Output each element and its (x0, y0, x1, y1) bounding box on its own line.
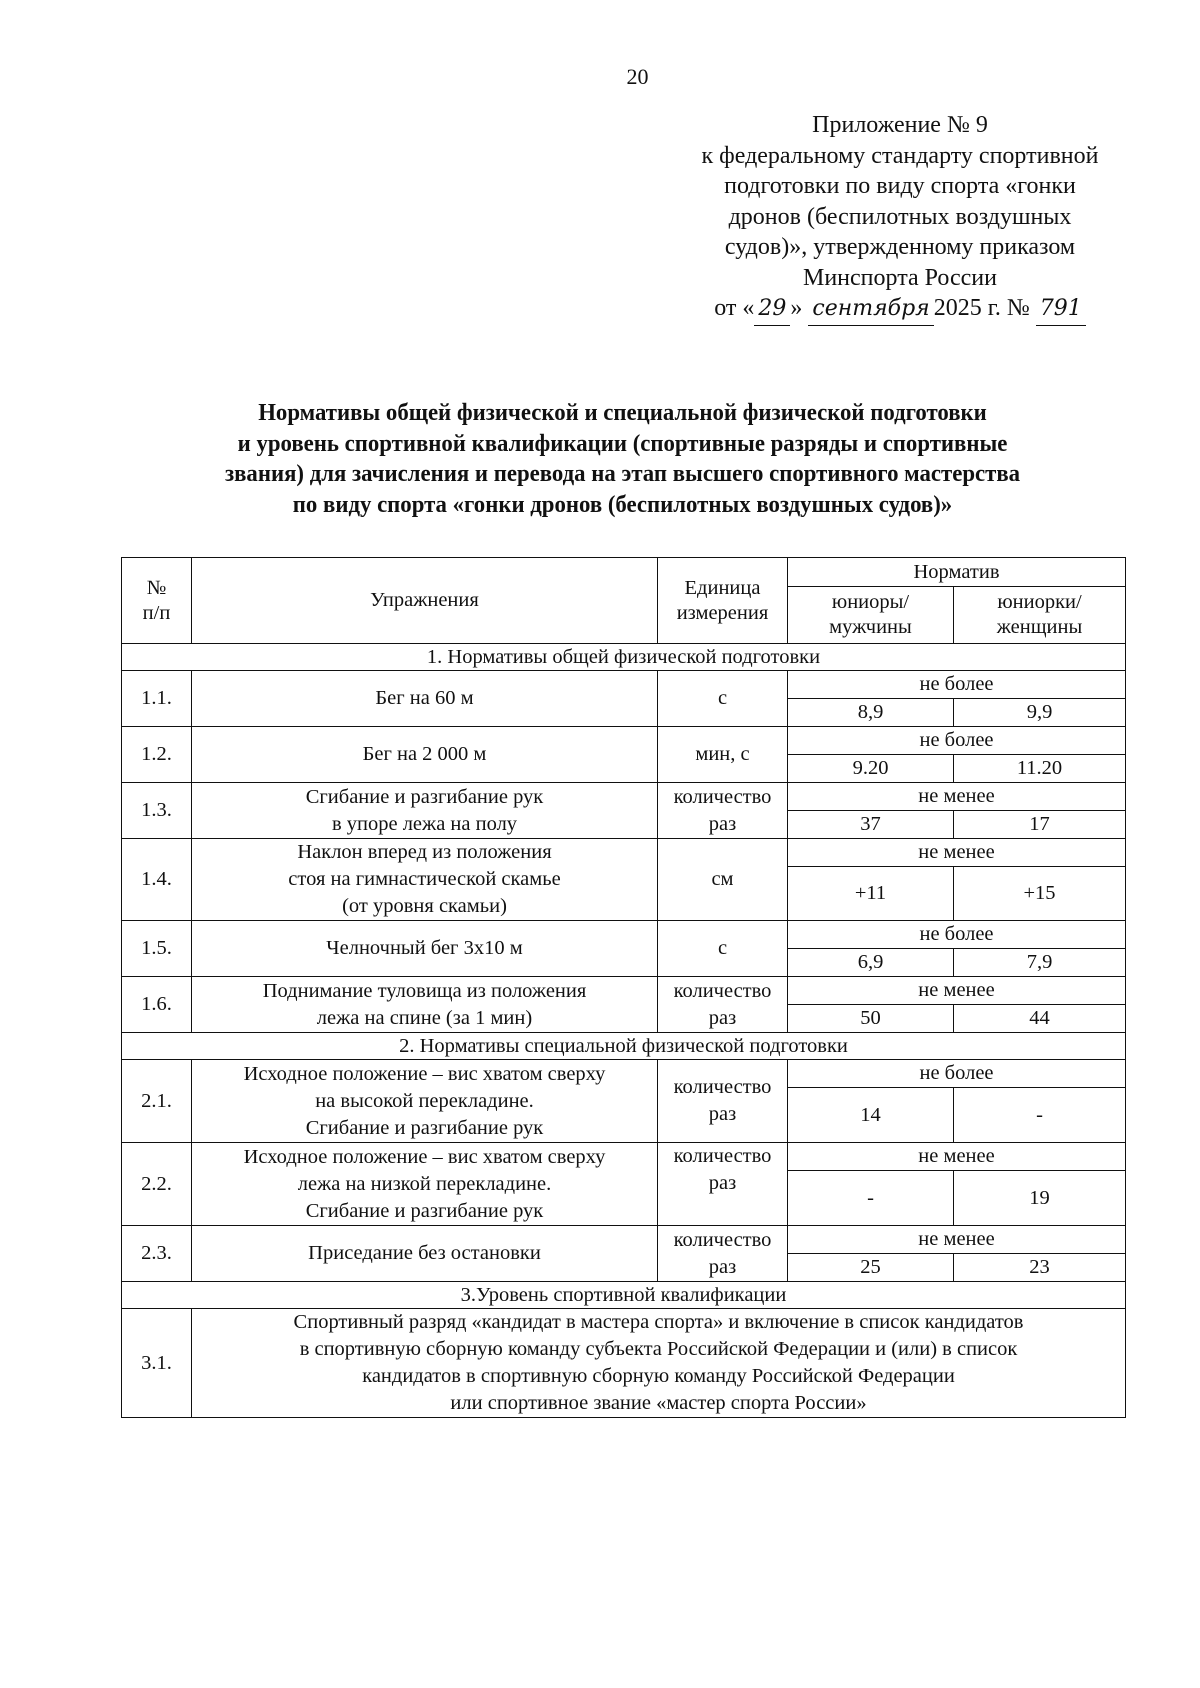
value-male: 37 (788, 811, 954, 839)
row-exercise: Бег на 2 000 м (192, 727, 658, 783)
value-male: 6,9 (788, 949, 954, 977)
title-line: Нормативы общей физической и специальной физической подготовки (258, 399, 987, 426)
row-num: 1.3. (122, 783, 192, 839)
row-condition: не менее (788, 839, 1126, 867)
appendix-header (660, 110, 1140, 326)
header-female-l2: женщины (996, 616, 1083, 638)
header-unit (658, 558, 788, 644)
row-exercise: Бег на 60 м (192, 671, 658, 727)
value-female: 23 (954, 1254, 1126, 1282)
appendix-line: Приложение № 9 (812, 112, 988, 138)
exercise-line: лежа на спине (за 1 мин) (316, 1006, 533, 1029)
exercise-line: Исходное положение – вис хватом сверху (243, 1145, 606, 1168)
section-title: 1. Нормативы общей физической подготовки (122, 644, 1126, 671)
table-row (122, 671, 1126, 699)
section-title: 2. Нормативы специальной физической подготовки (122, 1033, 1126, 1060)
row-unit (658, 977, 788, 1033)
exercise-line: Поднимание туловища из положения (262, 979, 587, 1002)
appendix-line: дронов (беспилотных воздушных (728, 203, 1072, 230)
row-exercise: Приседание без остановки (192, 1226, 658, 1282)
header-unit-l2: измерения (676, 601, 769, 624)
row-exercise (192, 783, 658, 839)
value-male: 8,9 (788, 699, 954, 727)
unit-line: раз (708, 812, 737, 835)
row-num: 1.1. (122, 671, 192, 727)
value-female: 9,9 (954, 699, 1126, 727)
value-female: 19 (954, 1171, 1126, 1226)
qualification-line: в спортивную сборную команду субъекта Российской Федерации и (или) в список (299, 1338, 1018, 1360)
exercise-line: Сгибание и разгибание рук (305, 1199, 544, 1222)
exercise-line: стоя на гимнастической скамье (288, 868, 561, 890)
header-num-pp: п/п (142, 601, 171, 624)
header-num (122, 558, 192, 644)
header-row (122, 558, 1126, 587)
header-male (788, 587, 954, 644)
handwritten-order-number: 791 (1036, 294, 1086, 326)
row-num: 2.1. (122, 1060, 192, 1143)
unit-line: количество (673, 1076, 772, 1098)
unit-line: раз (708, 1172, 737, 1194)
qualification-line: кандидатов в спортивную сборную команду Российской Федерации (362, 1365, 955, 1387)
row-condition: не менее (788, 977, 1126, 1005)
value-male: 9.20 (788, 755, 954, 783)
unit-line: раз (708, 1006, 737, 1029)
page-number: 20 (626, 64, 649, 89)
row-num: 1.5. (122, 921, 192, 977)
row-condition: не менее (788, 783, 1126, 811)
row-condition: не более (788, 1060, 1126, 1088)
header-num-sign: № (146, 576, 167, 599)
row-exercise (192, 1143, 658, 1226)
date-year: 2025 г. № (933, 295, 1030, 321)
exercise-line: (от уровня скамьи) (342, 895, 507, 917)
table-row (122, 977, 1126, 1005)
qualification-text (192, 1309, 1126, 1418)
appendix-line: к федеральному стандарту спортивной (701, 142, 1099, 169)
appendix-line: подготовки по виду спорта «гонки (724, 173, 1076, 199)
unit-line: количество (673, 979, 772, 1002)
section-row (122, 1033, 1126, 1060)
row-num: 1.6. (122, 977, 192, 1033)
row-condition: не более (788, 727, 1126, 755)
exercise-line: Сгибание и разгибание рук (305, 1116, 544, 1139)
header-male-l1: юниоры/ (831, 591, 910, 613)
value-male: +11 (788, 867, 954, 921)
exercise-line: Наклон вперед из положения (297, 841, 552, 863)
handwritten-day: 29 (754, 294, 790, 326)
exercise-line: Сгибание и разгибание рук (305, 785, 544, 808)
row-condition: не более (788, 921, 1126, 949)
row-exercise (192, 1060, 658, 1143)
header-female (954, 587, 1126, 644)
unit-line: раз (708, 1103, 737, 1125)
appendix-line: Минспорта России (803, 264, 997, 291)
row-condition: не более (788, 671, 1126, 699)
row-num: 2.2. (122, 1143, 192, 1226)
header-norm: Норматив (788, 558, 1126, 587)
table-row (122, 1309, 1126, 1418)
row-exercise: Челночный бег 3х10 м (192, 921, 658, 977)
date-mid: » (790, 295, 803, 321)
value-male: 14 (788, 1088, 954, 1143)
row-unit: см (658, 839, 788, 921)
qualification-line: или спортивное звание «мастер спорта России» (450, 1392, 867, 1414)
order-date-line (660, 293, 1140, 326)
value-male: 25 (788, 1254, 954, 1282)
exercise-line: Исходное положение – вис хватом сверху (243, 1062, 606, 1085)
header-unit-l1: Единица (684, 576, 761, 599)
exercise-line: на высокой перекладине. (315, 1089, 534, 1112)
date-prefix: от « (714, 295, 755, 321)
section-row (122, 1282, 1126, 1309)
value-female: 7,9 (954, 949, 1126, 977)
exercise-line: лежа на низкой перекладине. (297, 1172, 552, 1195)
row-condition: не менее (788, 1143, 1126, 1171)
table-row (122, 1226, 1126, 1254)
value-female: 11.20 (954, 755, 1126, 783)
table-row (122, 1060, 1126, 1088)
norms-table (121, 557, 1126, 1418)
row-num: 3.1. (122, 1309, 192, 1418)
row-num: 2.3. (122, 1226, 192, 1282)
value-female: +15 (954, 867, 1126, 921)
header-exercise: Упражнения (192, 558, 658, 644)
title-line: и уровень спортивной квалификации (спортивные разряды и спортивные (237, 429, 1008, 457)
value-female: 44 (954, 1005, 1126, 1033)
row-unit (658, 783, 788, 839)
value-male: - (788, 1171, 954, 1226)
row-exercise (192, 977, 658, 1033)
row-num: 1.2. (122, 727, 192, 783)
row-num: 1.4. (122, 839, 192, 921)
row-condition: не менее (788, 1226, 1126, 1254)
table-row (122, 783, 1126, 811)
appendix-line: судов)», утвержденному приказом (724, 234, 1076, 260)
value-female: 17 (954, 811, 1126, 839)
value-female: - (954, 1088, 1126, 1143)
title-line: звания) для зачисления и перевода на этап высшего спортивного мастерства (224, 460, 1021, 487)
row-unit (658, 1226, 788, 1282)
title-line: по виду спорта «гонки дронов (беспилотных воздушных судов)» (292, 490, 953, 518)
table-row (122, 727, 1126, 755)
value-male: 50 (788, 1005, 954, 1033)
row-unit (658, 1143, 788, 1226)
section-row (122, 644, 1126, 671)
document-title (155, 398, 1090, 520)
row-exercise (192, 839, 658, 921)
header-male-l2: мужчины (829, 616, 912, 638)
table-row (122, 1143, 1126, 1171)
row-unit: мин, с (658, 727, 788, 783)
unit-line: количество (673, 1228, 772, 1251)
unit-line: количество (673, 785, 772, 808)
exercise-line: в упоре лежа на полу (331, 812, 518, 835)
row-unit: с (658, 671, 788, 727)
unit-line: количество (673, 1145, 772, 1167)
unit-line: раз (708, 1255, 737, 1278)
row-unit: с (658, 921, 788, 977)
header-female-l1: юниорки/ (997, 591, 1082, 613)
table-row (122, 921, 1126, 949)
qualification-line: Спортивный разряд «кандидат в мастера спорта» и включение в список кандидатов (293, 1311, 1024, 1333)
table-row (122, 839, 1126, 867)
handwritten-month: сентября (808, 294, 933, 326)
section-title: 3.Уровень спортивной квалификации (122, 1282, 1126, 1309)
row-unit (658, 1060, 788, 1143)
